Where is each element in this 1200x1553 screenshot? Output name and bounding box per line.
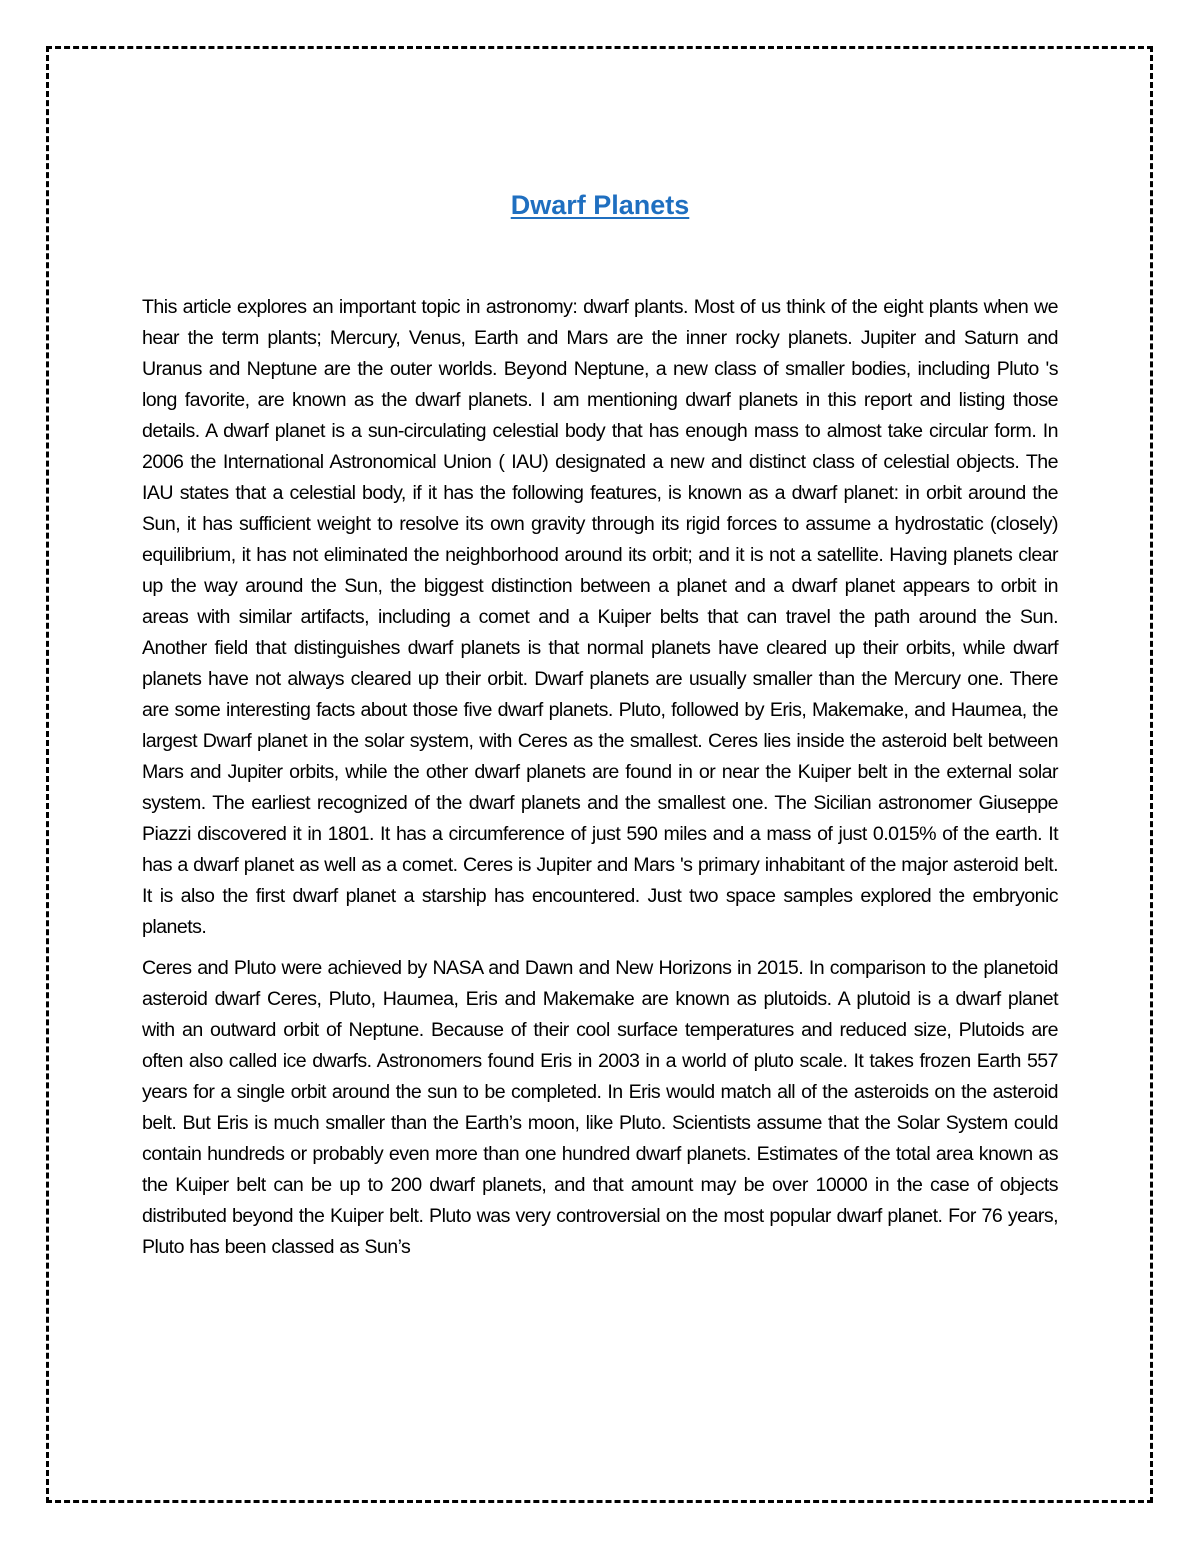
body-paragraph-2: Ceres and Pluto were achieved by NASA and Dawn and New Horizons in 2015. In comparison to the planetoid asteroid dwarf Ceres, Pluto, Haumea, Eris and Makemake are known as plutoids. A plutoid is a dwarf planet with an outward orbit of Neptune. Because of their cool surface temperatures and reduced size, Plutoids are often also called ice dwarfs. Astronomers found Eris in 2003 in a world of pluto scale. It takes frozen Earth 557 years for a single orbit around the sun to be completed. In Eris would match all of the asteroids on the asteroid belt. But Eris is much smaller than the Earth’s moon, like Pluto. Scientists assume that the Solar System could contain hundreds or probably even more than one hundred dwarf planets. Estimates of the total area known as the Kuiper belt can be up to 200 dwarf planets, and that amount may be over 10000 in the case of objects distributed beyond the Kuiper belt. Pluto was very controversial on the most popular dwarf planet. For 76 years, Pluto has been classed as Sun’s [142, 957, 1058, 1258]
document-title: Dwarf Planets [510, 190, 690, 220]
body-paragraph-1: This article explores an important topic in astronomy: dwarf plants. Most of us think of the eight plants when we hear the term plants; Mercury, Venus, Earth and Mars are the inner rocky planets. Jupiter and Saturn and Uranus and Neptune are the outer worlds. Beyond Neptune, a new class of smaller bodies, including Pluto 's long favorite, are known as the dwarf planets. I am mentioning dwarf planets in this report and listing those details. A dwarf planet is a sun-circulating celestial body that has enough mass to almost take circular form. In 2006 the International Astronomical Union ( IAU) designated a new and distinct class of celestial objects. The IAU states that a celestial body, if it has the following features, is known as a dwarf planet: in orbit around the Sun, it has sufficient weight to resolve its own gravity through its rigid forces to assume a hydrostatic (closely) equilibrium, it has not eliminated the neighborhood around its orbit; and it is not a satellite. Having planets clear up the way around the Sun, the biggest distinction between a planet and a dwarf planet appears to orbit in areas with similar artifacts, including a comet and a Kuiper belts that can travel the path around the Sun. Another field that distinguishes dwarf planets is that normal planets have cleared up their orbits, while dwarf planets have not always cleared up their orbit. Dwarf planets are usually smaller than the Mercury one. There are some interesting facts about those five dwarf planets. Pluto, followed by Eris, Makemake, and Haumea, the largest Dwarf planet in the solar system, with Ceres as the smallest. Ceres lies inside the asteroid belt between Mars and Jupiter orbits, while the other dwarf planets are found in or near the Kuiper belt in the external solar system. The earliest recognized of the dwarf planets and the smallest one. The Sicilian astronomer Giuseppe Piazzi discovered it in 1801. It has a circumference of just 590 miles and a mass of just 0.015% of the earth. It has a dwarf planet as well as a comet. Ceres is Jupiter and Mars 's primary inhabitant of the major asteroid belt. It is also the first dwarf planet a starship has encountered. Just two space samples explored the embryonic planets. [142, 296, 1058, 938]
document-body [142, 292, 1058, 1263]
